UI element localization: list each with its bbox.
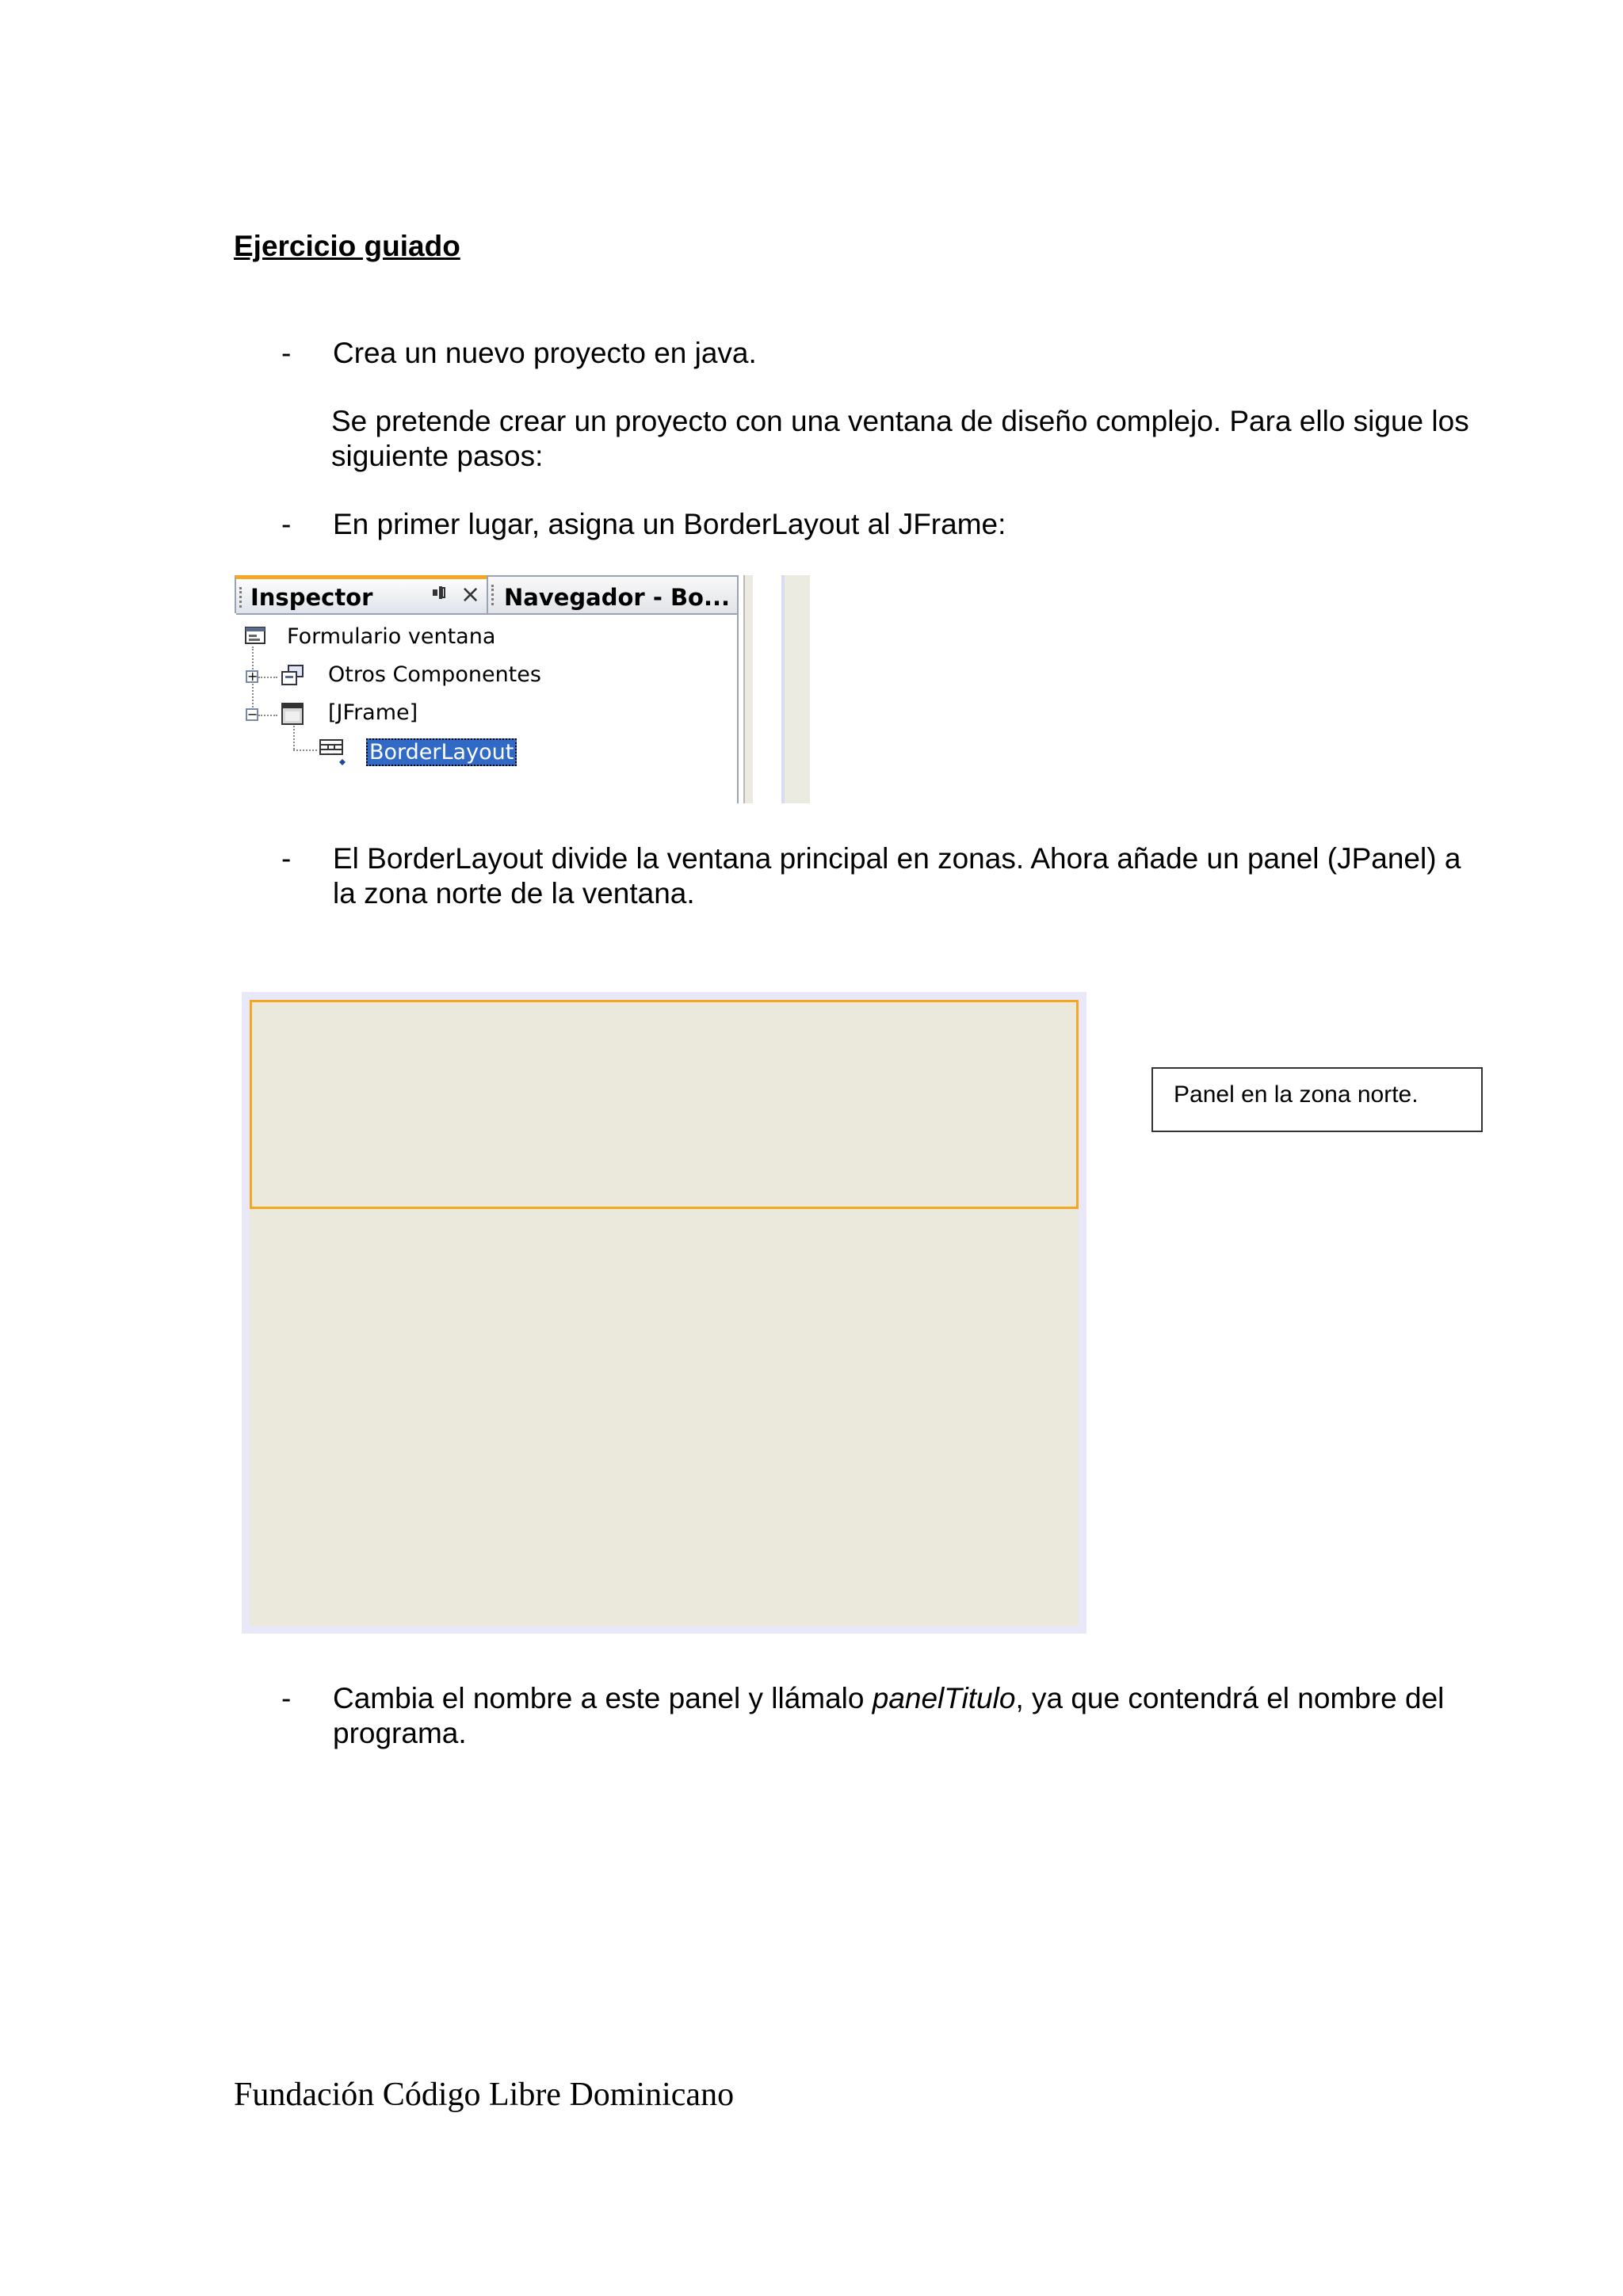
step-1-bullet: - [281, 337, 292, 369]
tree-item-jframe[interactable]: [JFrame] [328, 700, 418, 725]
tab-grip-icon [491, 585, 496, 605]
tab-navegador[interactable] [487, 575, 739, 613]
step-4-text-before: Cambia el nombre a este panel y llámalo [333, 1682, 873, 1714]
jframe-content-area[interactable] [250, 1000, 1079, 1626]
tree-connector [258, 715, 277, 716]
components-icon [279, 664, 301, 683]
step-4-text-italic: panelTitulo [872, 1682, 1016, 1714]
tree-item-borderlayout[interactable]: BorderLayout [366, 738, 517, 766]
tree-connector [293, 749, 317, 751]
footer-organization: Fundación Código Libre Dominicano [234, 2077, 735, 2113]
designer-edge-strip [781, 575, 810, 803]
inspector-scroll-edge [743, 575, 753, 803]
tree-item-formulario[interactable]: Formulario ventana [287, 624, 496, 649]
step-4-bullet: - [281, 1682, 292, 1714]
tab-inspector-label: Inspector [250, 584, 373, 611]
close-icon[interactable]: × [460, 581, 481, 608]
expand-icon[interactable]: + [247, 669, 258, 684]
step-4-text-after: , ya que contendrá el nombre del programa. [333, 1682, 1445, 1749]
step-1-text: Crea un nuevo proyecto en java. [333, 337, 757, 369]
step-3-text: El BorderLayout divide la ventana principal en zonas. Ahora añade un panel (JPanel) a la zona norte de la ventana. [333, 842, 1461, 910]
tab-navegador-label: Navegador - Bo... [504, 584, 731, 611]
tab-inspector[interactable] [235, 575, 488, 613]
collapse-icon[interactable]: − [247, 707, 258, 722]
pin-icon[interactable] [430, 584, 448, 606]
tree-connector [293, 726, 295, 749]
step-4-text [333, 1681, 1490, 1751]
north-panel-callout: Panel en la zona norte. [1151, 1067, 1483, 1132]
component-tree [236, 613, 739, 803]
step-2-text: En primer lugar, asigna un BorderLayout al JFrame: [333, 508, 1006, 540]
form-icon [244, 626, 266, 645]
step-2-bullet: - [281, 508, 292, 540]
frame-icon [281, 702, 303, 721]
intro-paragraph: Se pretende crear un proyecto con una ventana de diseño complejo. Para ello sigue los siguiente pasos: [331, 405, 1469, 472]
tree-connector [258, 677, 277, 678]
exercise-heading: Ejercicio guiado [234, 230, 460, 262]
inspector-window [235, 575, 754, 803]
tree-item-otros-componentes[interactable]: Otros Componentes [328, 662, 541, 687]
borderlayout-icon [319, 737, 341, 756]
form-designer [242, 992, 1086, 1634]
north-panel[interactable] [250, 1000, 1079, 1209]
step-3-bullet: - [281, 842, 292, 875]
tab-grip-icon [239, 587, 244, 608]
